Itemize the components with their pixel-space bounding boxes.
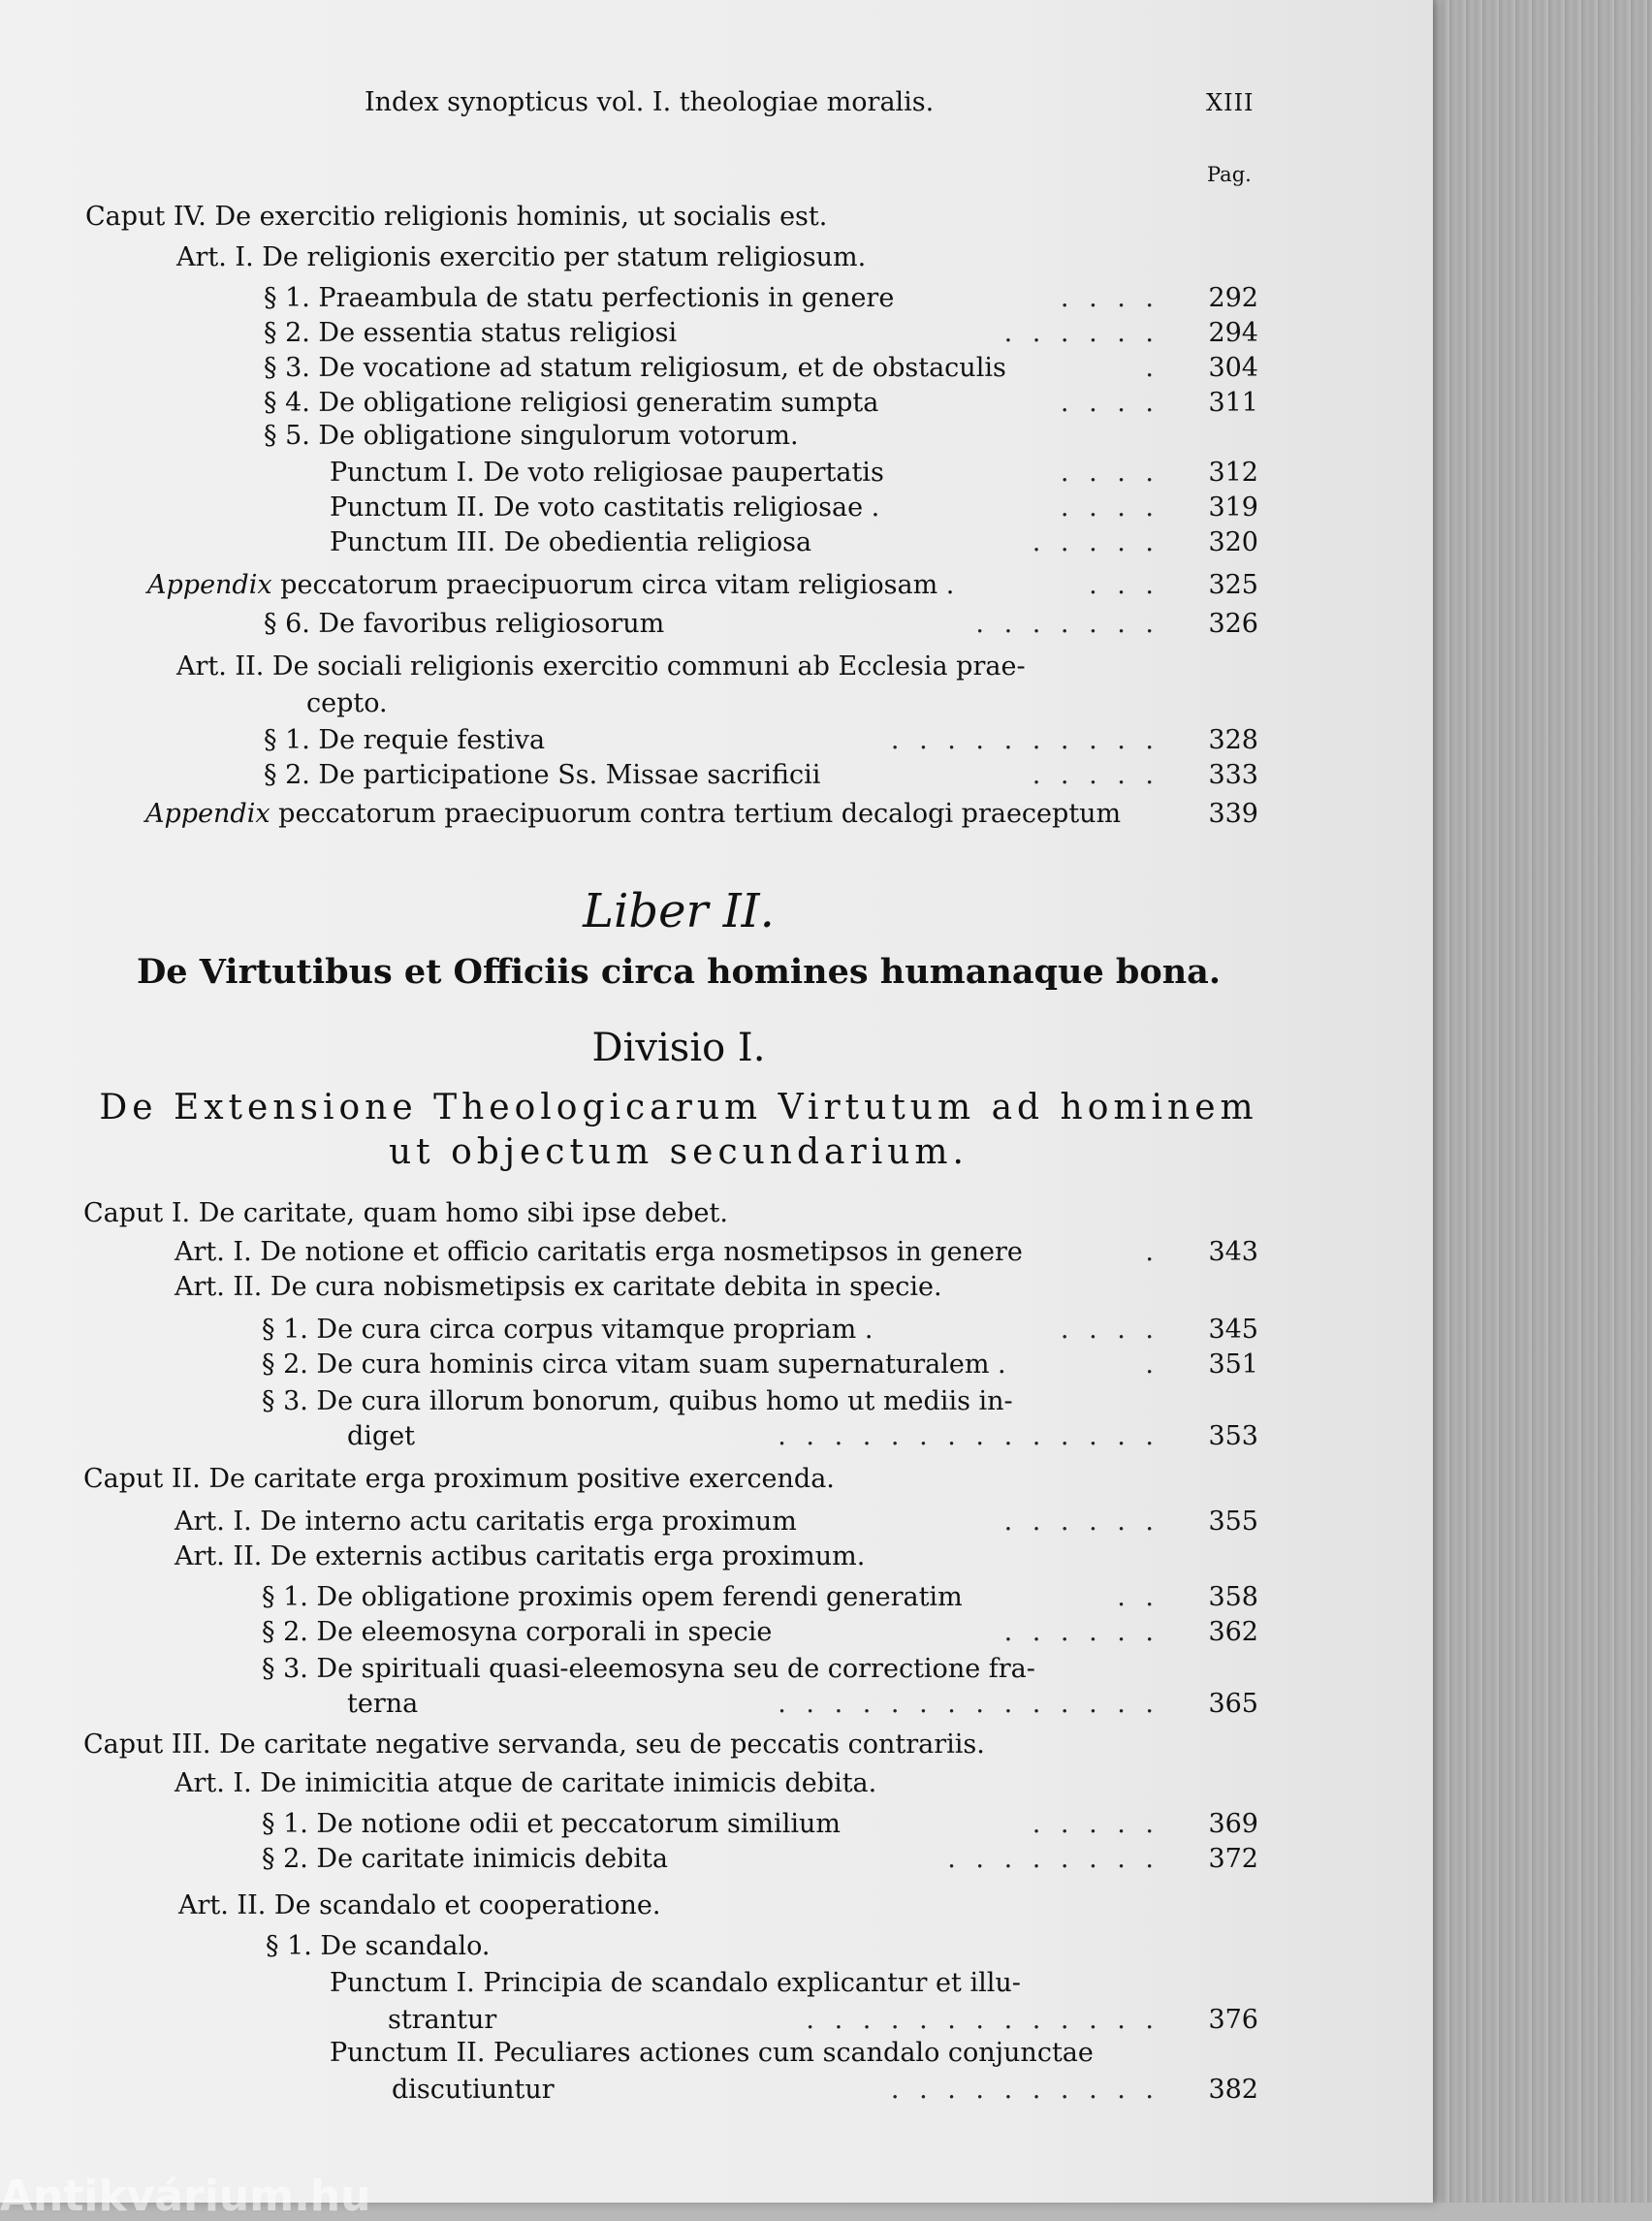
toc-entry: § 2. De caritate inimicis debita . . . . . . . . 372 — [0, 1842, 1241, 1877]
watermark: Antikvárium.hu — [0, 2172, 371, 2221]
toc-page-number: 333 — [1208, 760, 1258, 790]
toc-entry: Appendix peccatorum praecipuorum circa vitam religiosam . . . . 325 — [0, 568, 1241, 603]
toc-entry-text: § 1. De requie festiva — [264, 725, 546, 755]
toc-entry-text: Art. I. De religionis exercitio per statum religiosum. — [176, 242, 867, 272]
toc-page-number: 351 — [1208, 1349, 1258, 1380]
toc-page-number: 326 — [1208, 609, 1258, 639]
toc-entry-text: § 1. De cura circa corpus vitamque propriam . — [262, 1315, 874, 1345]
toc-entry — [0, 1728, 1241, 1762]
toc-entry — [0, 1384, 1241, 1419]
toc-entry — [0, 1462, 1241, 1497]
toc-entry: diget . . . . . . . . . . . . . . 353 — [0, 1419, 1241, 1454]
toc-entry — [0, 1929, 1241, 1964]
toc-page-number: 304 — [1208, 353, 1258, 383]
toc-entry-text: Caput II. De caritate erga proximum positive exercenda. — [83, 1464, 835, 1494]
toc-entry — [0, 2036, 1241, 2071]
toc-entry-text: Art. I. De interno actu caritatis erga proximum — [175, 1507, 797, 1537]
toc-entry-text: Art. II. De scandalo et cooperatione. — [178, 1890, 661, 1920]
toc-entry: Art. I. De interno actu caritatis erga proximum . . . . . . 355 — [0, 1505, 1241, 1539]
toc-page-number: 372 — [1208, 1844, 1258, 1874]
running-header: Index synopticus vol. I. theologiae moralis. — [365, 87, 935, 117]
toc-entry-text: Caput I. De caritate, quam homo sibi ipse debet. — [83, 1198, 728, 1228]
toc-page-number: 369 — [1208, 1809, 1258, 1839]
page-number: XIII — [1206, 89, 1255, 116]
toc-entry-text: § 5. De obligatione singulorum votorum. — [264, 421, 799, 451]
appendix-label: Appendix — [145, 799, 270, 829]
toc-entry: § 2. De eleemosyna corporali in specie . . . . . . 362 — [0, 1615, 1241, 1650]
toc-entry — [0, 1539, 1241, 1574]
toc-entry — [0, 240, 1241, 275]
toc-page-number: 355 — [1208, 1507, 1258, 1537]
toc-entry-text: § 2. De eleemosyna corporali in specie — [262, 1617, 773, 1647]
toc-entry: § 3. De vocatione ad statum religiosum, et de obstaculis . 304 — [0, 351, 1241, 386]
toc-entry-text: Punctum I. Principia de scandalo explicantur et illu- — [330, 1968, 1021, 1998]
toc-entry-text: § 1. De notione odii et peccatorum similium — [262, 1809, 841, 1839]
toc-entry: § 4. De obligatione religiosi generatim sumpta . . . . 311 — [0, 386, 1241, 421]
toc-entry-text: strantur — [388, 2005, 497, 2035]
toc-entry: strantur . . . . . . . . . . . . . 376 — [0, 2003, 1241, 2038]
toc-entry-text: peccatorum praecipuorum contra tertium decalogi praeceptum — [270, 799, 1122, 829]
toc-entry: Punctum II. De voto castitatis religiosae . . . . . 319 — [0, 491, 1241, 525]
toc-page-number: 353 — [1208, 1421, 1258, 1451]
book-edge — [1433, 0, 1652, 2203]
toc-page-number: 365 — [1208, 1689, 1258, 1719]
toc-entry-text: peccatorum praecipuorum circa vitam religiosam . — [271, 570, 955, 600]
toc-entry-text: terna — [347, 1689, 419, 1719]
appendix-label: Appendix — [147, 570, 272, 600]
toc-entry — [0, 1966, 1241, 2001]
toc-entry: § 1. Praeambula de statu perfectionis in genere . . . . 292 — [0, 281, 1241, 316]
toc-page-number: 358 — [1208, 1582, 1258, 1612]
toc-entry: § 1. De cura circa corpus vitamque propriam . . . . . 345 — [0, 1313, 1241, 1348]
toc-entry-text: Punctum II. De voto castitatis religiosae . — [330, 492, 880, 523]
divisio-heading: Divisio I. — [591, 1026, 766, 1070]
toc-entry-text: § 6. De favoribus religiosorum — [264, 609, 665, 639]
toc-entry: § 1. De requie festiva . . . . . . . . . . 328 — [0, 723, 1241, 758]
toc-page-number: 294 — [1208, 318, 1258, 348]
toc-entry-text: § 1. Praeambula de statu perfectionis in genere — [264, 283, 895, 313]
toc-page-number: 382 — [1208, 2075, 1258, 2105]
toc-entry: § 1. De obligatione proximis opem ferendi generatim . . 358 — [0, 1580, 1241, 1615]
toc-page-number: 339 — [1208, 799, 1258, 829]
liber-heading: Liber II. — [583, 884, 775, 938]
toc-entry-text: § 3. De vocatione ad statum religiosum, et de obstaculis — [264, 353, 1006, 383]
toc-entry-text: § 2. De caritate inimicis debita — [262, 1844, 668, 1874]
toc-entry-text: Caput III. De caritate negative servanda, seu de peccatis contrariis. — [83, 1729, 985, 1760]
toc-entry-text: § 1. De scandalo. — [266, 1931, 491, 1961]
toc-entry-text: Punctum III. De obedientia religiosa — [330, 527, 812, 557]
toc-entry-text: discutiuntur — [392, 2075, 555, 2105]
toc-page-number: 362 — [1208, 1617, 1258, 1647]
toc-page-number: 328 — [1208, 725, 1258, 755]
toc-entry-text: § 3. De spirituali quasi-eleemosyna seu de correctione fra- — [262, 1654, 1035, 1684]
pag-label: Pag. — [1207, 163, 1252, 186]
toc-entry: § 2. De essentia status religiosi . . . . . . 294 — [0, 316, 1241, 351]
book-title: De Virtutibus et Officiis circa homines humanaque bona. — [136, 952, 1222, 992]
toc-entry — [0, 1652, 1241, 1687]
toc-entry-text: § 4. De obligatione religiosi generatim sumpta — [264, 388, 879, 418]
toc-entry: Punctum III. De obedientia religiosa . . . . . 320 — [0, 525, 1241, 560]
toc-entry-text: Caput IV. De exercitio religionis hominis, ut socialis est. — [85, 202, 828, 232]
subtitle-line-2: ut objectum secundarium. — [389, 1132, 969, 1172]
toc-entry-text: § 2. De participatione Ss. Missae sacrificii — [264, 760, 821, 790]
toc-page-number: 312 — [1208, 458, 1258, 488]
toc-entry-text: Art. I. De inimicitia atque de caritate inimicis debita. — [175, 1768, 877, 1798]
toc-entry — [0, 1270, 1241, 1305]
toc-entry-text: Art. I. De notione et officio caritatis erga nosmetipsos in genere — [175, 1237, 1023, 1267]
toc-entry-text: § 1. De obligatione proximis opem ferendi generatim — [262, 1582, 963, 1612]
toc-entry: § 6. De favoribus religiosorum . . . . . . . 326 — [0, 607, 1241, 642]
toc-entry — [0, 686, 1241, 721]
toc-page-number: 292 — [1208, 283, 1258, 313]
toc-entry-text: § 3. De cura illorum bonorum, quibus homo ut mediis in- — [262, 1386, 1013, 1416]
toc-page-number: 320 — [1208, 527, 1258, 557]
toc-entry — [0, 650, 1241, 684]
toc-entry-text: § 2. De cura hominis circa vitam suam supernaturalem . — [262, 1349, 1006, 1380]
toc-page-number: 376 — [1208, 2005, 1258, 2035]
toc-entry-text: Art. II. De cura nobismetipsis ex caritate debita in specie. — [175, 1272, 942, 1302]
toc-page-number: 345 — [1208, 1315, 1258, 1345]
toc-entry — [0, 200, 1241, 235]
toc-entry — [0, 1196, 1241, 1231]
subtitle-line-1: De Extensione Theologicarum Virtutum ad hominem — [99, 1088, 1258, 1127]
toc-entry: discutiuntur . . . . . . . . . . 382 — [0, 2073, 1241, 2108]
toc-entry-text: diget — [347, 1421, 416, 1451]
toc-entry: Art. I. De notione et officio caritatis erga nosmetipsos in genere . 343 — [0, 1235, 1241, 1270]
toc-page-number: 325 — [1208, 570, 1258, 600]
toc-entry: § 1. De notione odii et peccatorum similium . . . . . 369 — [0, 1807, 1241, 1842]
toc-entry-text: Art. II. De externis actibus caritatis erga proximum. — [175, 1541, 866, 1571]
toc-entry-text: § 2. De essentia status religiosi — [264, 318, 678, 348]
toc-entry: Punctum I. De voto religiosae paupertatis . . . . 312 — [0, 456, 1241, 491]
toc-entry — [0, 1888, 1241, 1923]
toc-entry: § 2. De participatione Ss. Missae sacrificii . . . . . 333 — [0, 758, 1241, 793]
toc-entry — [0, 1766, 1241, 1801]
toc-entry: terna . . . . . . . . . . . . . . 365 — [0, 1687, 1241, 1722]
toc-page-number: 311 — [1208, 388, 1258, 418]
toc-entry — [0, 419, 1241, 454]
toc-entry-text: Art. II. De sociali religionis exercitio communi ab Ecclesia prae- — [176, 651, 1026, 682]
toc-page-number: 343 — [1208, 1237, 1258, 1267]
toc-entry-text: cepto. — [306, 688, 388, 718]
toc-entry-text: Punctum I. De voto religiosae paupertatis — [330, 458, 884, 488]
toc-entry — [0, 797, 1258, 832]
toc-entry-text: Punctum II. Peculiares actiones cum scandalo conjunctae — [330, 2038, 1094, 2068]
toc-entry: § 2. De cura hominis circa vitam suam supernaturalem . . 351 — [0, 1348, 1241, 1382]
toc-page-number: 319 — [1208, 492, 1258, 523]
